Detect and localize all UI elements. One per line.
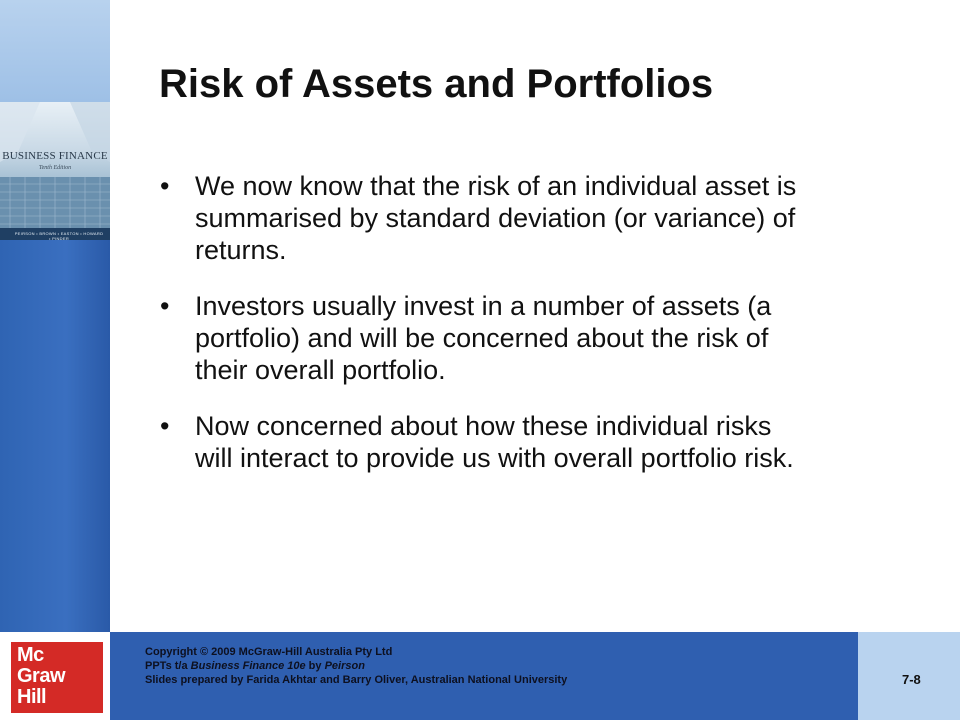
logo-line-1: Mc — [17, 644, 44, 666]
book-edition: Tenth Edition — [38, 165, 72, 171]
bullet-marker: • — [160, 291, 170, 321]
bullet-marker: • — [160, 171, 170, 201]
footer — [0, 632, 960, 720]
bullet-text: Investors usually invest in a number of assets (a portfolio) and will be concerned about the risk of their overall portfolio. — [195, 291, 772, 385]
bullet-item — [160, 290, 810, 386]
bullet-item — [160, 410, 810, 474]
logo-line-3: Hill — [17, 686, 47, 708]
book-title: BUSINESS FINANCE — [2, 150, 108, 162]
bullet-text: Now concerned about how these individual risks will interact to provide us with overall portfolio risk. — [195, 411, 794, 473]
sidebar-top-band — [0, 0, 110, 102]
bullet-text: We now know that the risk of an individual asset is summarised by standard deviation (or variance) of returns. — [195, 171, 797, 265]
slides-prepared-line: Slides prepared by Farida Akhtar and Barry Oliver, Australian National University — [145, 674, 568, 686]
bullet-list — [160, 170, 810, 498]
book-cover-image — [0, 102, 110, 240]
bullet-marker: • — [160, 411, 170, 441]
footer-band — [110, 632, 858, 720]
logo-line-2: Graw — [17, 665, 66, 687]
footer-page-box — [858, 632, 960, 720]
publisher-logo — [0, 632, 110, 720]
page-number: 7-8 — [902, 672, 921, 687]
mcgraw-hill-logo — [11, 642, 103, 713]
ppts-line: PPTs t/a Business Finance 10e by Peirson — [145, 660, 365, 672]
footer-credits — [145, 645, 567, 687]
book-authors: PEIRSON • BROWN • EASTON • HOWARD • PINDER — [14, 231, 104, 240]
bullet-item — [160, 170, 810, 266]
building-graphic — [0, 102, 110, 240]
slide-title: Risk of Assets and Portfolios — [159, 62, 714, 106]
copyright-line: Copyright © 2009 McGraw-Hill Australia Pty Ltd — [145, 646, 393, 658]
